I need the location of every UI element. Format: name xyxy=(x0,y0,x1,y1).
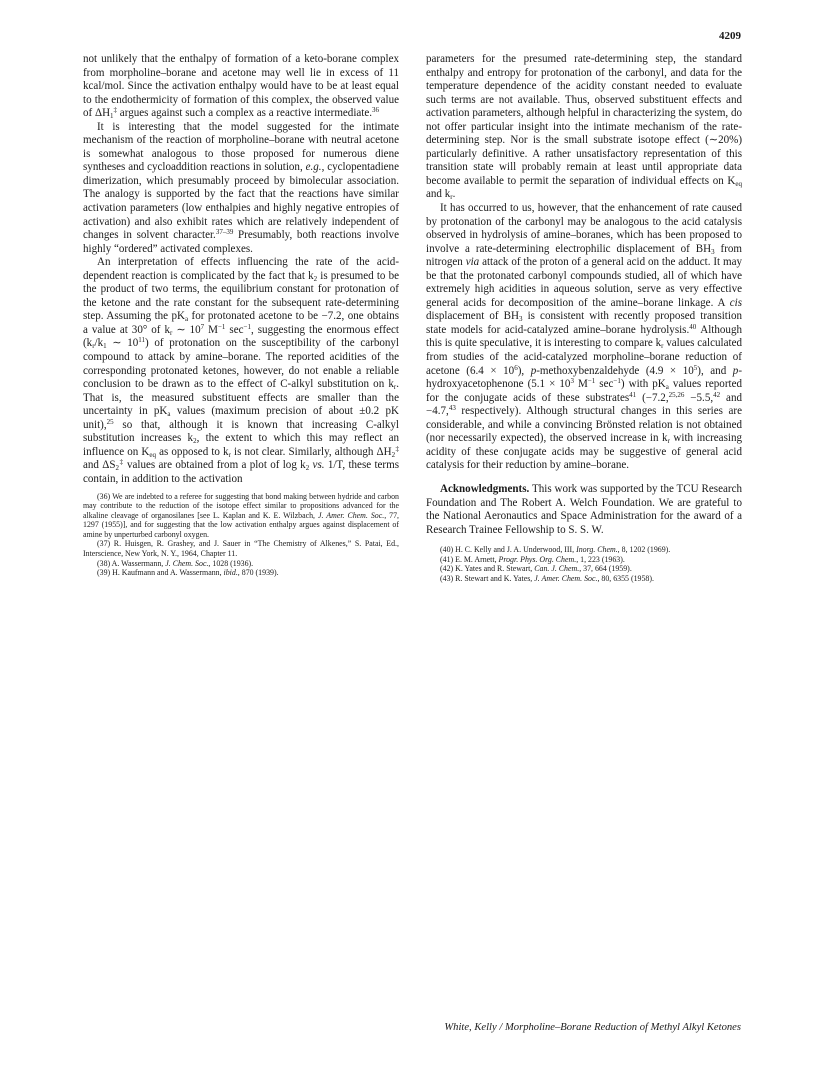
left-footnotes xyxy=(83,492,399,578)
citation: 37–39 xyxy=(215,228,234,237)
page-number: 4209 xyxy=(719,30,741,42)
footnote-36: (36) We are indebted to a referee for suggesting that bond making between hydride and carbon may contribute to the reduction of the isotope effect similar to propositions advanced for the alkaline cleavage of organosilanes [see L. Kaplan and K. E. Wilzbach, J. Amer. Chem. Soc., 77, 1297 (1955)], and for suggesting that the low activation enthalpy argues against displacement of amine by unperturbed carbonyl oxygen. xyxy=(83,491,400,539)
footnote-39: (39) H. Kaufmann and A. Wassermann, ibid., 870 (1939). xyxy=(97,568,279,578)
right-paragraph-1: parameters for the presumed rate-determining step, the standard enthalpy and entropy for protonation of the carbonyl, and data for the temperature dependence of the acidity constant needed to evaluate such terms are not available. Thus, observed substituent effects and activation parameters, although helpful in characterizing the system, do not offer particular insight into the intimate mechanism of the rate-determining step. Nor is the small substrate isotope effect (∼20%) particularly definitive. A rather unsatisfactory representation of this transition state will probably remain at least until appropriate data become available to permit the separation of individual effects on $K_{eq}$ and $k_r$. xyxy=(426,53,742,202)
citation: 42 xyxy=(713,390,721,399)
acknowledgments: Acknowledgments. This work was supported by the TCU Research Foundation and The Robert A. Welch Foundation. We are grateful to the National Aeronautics and Space Administration for the award of a Research Trainee Fellowship to S. S. W. xyxy=(426,482,742,536)
left-paragraph-3: An interpretation of effects influencing the rate of the acid-dependent reaction is complicated by the fact that $k_2$ is presumed to be the product of two terms, the equilibrium constant for protonation of the ketone and the rate constant for the subsequent rate-determining step. Assuming the $pK_a$ for protonated acetone to be −7.2, one obtains a value at 30° of $k_r$ ∼ $10^7$ $M^{-1}$ $\sec^{-1}$, suggesting the enormous effect ($k_r/k_1$ ∼ $10^{11}$) of protonation on the susceptibility of the carbonyl compound to attack by amine–borane. The reported acidities of the corresponding protonated ketones, however, do not enable a reliable conclusion to be drawn as to the effect of C-alkyl substitution on $k_r$. That is, the measured substituent effects are smaller than the uncertainty in $pK_a$ values (maximum precision of about ±0.2 pK unit),$^{25}$ so that, although it is known that increasing C-alkyl substitution increases $k_2$, the extent to which this may reflect an influence on $K_{eq}$ as opposed to $k_r$ is not clear. Similarly, although $\Delta H_2^\ddagger$ and $\Delta S_2^\ddagger$ values are obtained from a plot of $\log k_2$ vs. 1/T, these terms contain, in addition to the activation xyxy=(83,256,400,485)
footnote-42: (42) K. Yates and R. Stewart, Can. J. Chem., 37, 664 (1959). xyxy=(440,564,632,574)
footnote-38: (38) A. Wassermann, J. Chem. Soc., 1028 (1936). xyxy=(97,558,254,568)
citation: 41 xyxy=(629,390,637,399)
citation: 25 xyxy=(106,417,114,426)
running-footer: White, Kelly / Morpholine–Borane Reduction of Methyl Alkyl Ketones xyxy=(444,1022,741,1033)
footnote-41: (41) E. M. Arnett, Progr. Phys. Org. Chem., 1, 223 (1963). xyxy=(440,554,625,564)
citation: 25,26 xyxy=(668,390,685,399)
right-column xyxy=(426,53,742,584)
right-paragraph-2: It has occurred to us, however, that the enhancement of rate caused by protonation of the carbonyl may be analogous to the acid catalysis observed in hydrolysis of amine–boranes, which has been proposed to involve a rate-determining electrophilic displacement of $BH_3$ from nitrogen via attack of the proton of a general acid on the adduct. It may be that the protonated carbonyl compounds studied, all of which have extremely high acidities in aqueous solution, serve as very effective general acids for decomposition of the amine–borane linkage. A cis displacement of $BH_3$ is consistent with recently proposed transition state models for acid-catalyzed amine–borane hydrolysis.$^{40}$ Although this is quite speculative, it is interesting to compare $k_r$ values calculated from studies of the acid-catalyzed morpholine–borane reduction of acetone $(6.4 \times 10^6)$, p-methoxybenzaldehyde $(4.9 \times 10^5)$, and p-hydroxyacetophenone ($5.1 \times 10^3$ $M^{-1}$ $\sec^{-1}$) with $pK_a$ values reported for the conjugate acids of these substrates$^{41}$ (−7.2,$^{25,26}$ −5.5,42 and −4.7,43 respectively). Although structural changes in this series are considerable, and while a convincing Brönsted relation is not obtained (nor necessarily expected), the observed increase in $k_r$ with increasing acidity of these conjugate acids may be suggestive of general acid catalysis for their reduction by amine–borane. xyxy=(426,202,743,472)
footnote-37: (37) R. Huisgen, R. Grashey, and J. Sauer in “The Chemistry of Alkenes,” S. Patai, Ed., Interscience, New York, N. Y., 1964, Chapter 11. xyxy=(83,539,399,559)
citation: 40 xyxy=(689,322,697,331)
citation: 43 xyxy=(448,404,456,413)
acknowledgments-heading: Acknowledgments. xyxy=(440,482,530,495)
left-column xyxy=(83,53,399,578)
right-footnotes xyxy=(426,545,742,583)
footnote-40: (40) H. C. Kelly and J. A. Underwood, III, Inorg. Chem., 8, 1202 (1969). xyxy=(440,545,671,555)
citation: 36 xyxy=(372,106,380,115)
left-paragraph-2: It is interesting that the model suggested for the intimate mechanism of the reaction of morpholine–borane with neutral acetone is somewhat analogous to those proposed for numerous diene syntheses and cycloaddition reactions in solution, e.g., cyclopentadiene dimerization, which presumably proceed by bimolecular association. The analogy is supported by the fact that the reactions have similar activation parameters (low enthalpies and highly negative entropies of activation) and also exhibit rates which are relatively independent of changes in solvent character.$^{37-39}$ Presumably, both reactions involve highly “ordered” activated complexes. xyxy=(83,120,399,255)
footnote-43: (43) R. Stewart and K. Yates, J. Amer. Chem. Soc., 80, 6355 (1958). xyxy=(440,573,654,583)
left-paragraph-1: not unlikely that the enthalpy of formation of a keto-borane complex from morpholine–borane and acetone may well lie in excess of 11 kcal/mol. Since the activation enthalpy would have to be at least equal to the endothermicity of formation of this complex, the observed value of $\Delta H_1^\ddagger$ argues against such a complex as a reactive intermediate.$^{36}$ xyxy=(83,53,399,121)
